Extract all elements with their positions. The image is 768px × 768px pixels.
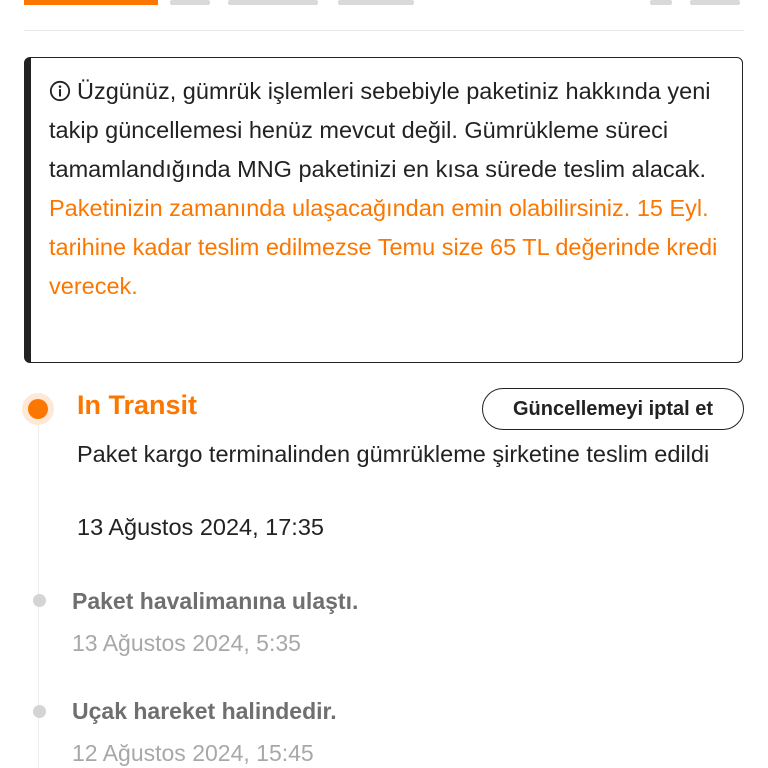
timeline-active-dot xyxy=(28,399,48,419)
timeline-event-title: Paket havalimanına ulaştı. xyxy=(72,588,359,614)
notice-text xyxy=(49,72,728,306)
notice-guarantee-text: Paketinizin zamanında ulaşacağından emin olabilirsiniz. 15 Eyl. tarihine kadar teslim edilmezse Temu size 65 TL değerinde kredi verecek. xyxy=(49,195,718,299)
timeline-event-datetime: 12 Ağustos 2024, 15:45 xyxy=(72,740,314,766)
current-event-datetime: 13 Ağustos 2024, 17:35 xyxy=(77,514,324,540)
top-tab-strip xyxy=(0,0,768,8)
header-divider xyxy=(24,30,744,31)
timeline-event-datetime: 13 Ağustos 2024, 5:35 xyxy=(72,630,301,656)
tab-fragment xyxy=(170,0,210,5)
timeline-event-title: Uçak hareket halindedir. xyxy=(72,698,337,724)
current-event-description: Paket kargo terminalinden gümrükleme şirketine teslim edildi xyxy=(77,441,710,467)
notice-main-text: Üzgünüz, gümrük işlemleri sebebiyle paketiniz hakkında yeni takip güncellemesi henüz mevcut değil. Gümrükleme süreci tamamlandığında MNG paketinizi en kısa sürede teslim alacak. xyxy=(49,78,711,182)
tab-fragment xyxy=(650,0,672,5)
timeline-dot xyxy=(33,705,46,718)
active-tab-indicator xyxy=(24,0,158,5)
cancel-update-button[interactable]: Güncellemeyi iptal et xyxy=(482,388,744,430)
info-circle-icon xyxy=(49,80,71,102)
tab-fragment xyxy=(228,0,318,5)
timeline-dot xyxy=(33,594,46,607)
current-status-title: In Transit xyxy=(77,390,198,420)
tab-fragment xyxy=(690,0,740,5)
customs-notice-box xyxy=(24,57,743,363)
tab-fragment xyxy=(338,0,414,5)
